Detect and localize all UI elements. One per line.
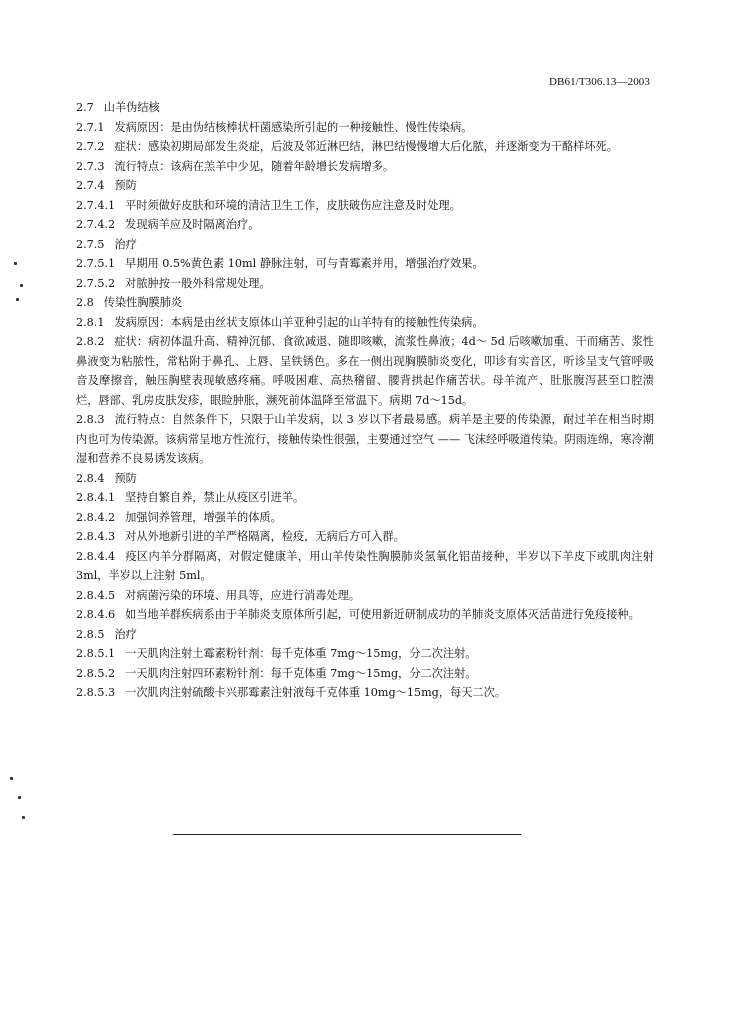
scan-mark: [16, 298, 19, 301]
clause: [76, 586, 654, 606]
clause-text: 预防: [114, 179, 137, 192]
clause: [76, 625, 654, 645]
end-rule: [173, 834, 521, 835]
clause-number: 2.8.1: [76, 315, 105, 329]
clause-number: 2.8.4.2: [76, 510, 116, 524]
document-body: [76, 98, 654, 703]
clause: [76, 332, 654, 410]
clause-text: 早期用 0.5%黄色素 10ml 静脉注射，可与青霉素并用，增强治疗效果。: [125, 257, 484, 270]
clause: [76, 644, 654, 664]
clause-text: 流行特点：自然条件下，只限于山羊发病，以 3 岁以下者最易感。病羊是主要的传染源，耐过羊在相当时期内也可为传染源。该病常呈地方性流行，接触传染性很强，主要通过空气 —— 飞沫经呼吸道传染。阴雨连绵，寒冷潮湿和营养不良易诱发该病。: [76, 413, 654, 465]
clause: [76, 313, 654, 333]
clause-number: 2.8.3: [76, 413, 105, 426]
clause-text: 一天肌肉注射四环素粉针剂：每千克体重 7mg～15mg，分二次注射。: [125, 666, 477, 680]
clause-number: 2.7.2: [76, 140, 105, 153]
clause-number: 2.8.4.4: [76, 549, 116, 563]
clause-number: 2.8.5.2: [76, 666, 116, 680]
clause: [76, 137, 654, 157]
clause: [76, 196, 654, 216]
clause-text: 治疗: [114, 237, 137, 251]
clause: [76, 235, 654, 255]
clause-number: 2.7.3: [76, 159, 105, 173]
clause-text: 疫区内羊分群隔离，对假定健康羊，用山羊传染性胸膜肺炎氢氧化铝苗接种，半岁以下羊皮下或肌肉注射 3ml，半岁以上注射 5ml。: [76, 549, 654, 582]
clause-number: 2.7.5.1: [76, 257, 116, 270]
clause-text: 传染性胸膜肺炎: [103, 296, 183, 309]
clause: [76, 664, 654, 684]
clause: [76, 488, 654, 508]
clause-number: 2.8.4.1: [76, 491, 116, 504]
clause-text: 对脓肿按一般外科常规处理。: [125, 276, 271, 290]
clause-text: 平时须做好皮肤和环境的清洁卫生工作，皮肤破伤应注意及时处理。: [125, 198, 461, 212]
clause: [76, 98, 654, 118]
clause-number: 2.7: [76, 101, 94, 114]
scan-mark: [22, 816, 25, 819]
clause-number: 2.8: [76, 296, 94, 309]
clause-text: 坚持自繁自养，禁止从疫区引进羊。: [125, 491, 305, 504]
clause-number: 2.8.5.3: [76, 686, 116, 699]
clause-text: 对从外地新引进的羊严格隔离，检疫，无病后方可入群。: [125, 530, 405, 543]
clause: [76, 157, 654, 177]
clause: [76, 215, 654, 235]
clause-number: 2.7.1: [76, 120, 105, 134]
clause: [76, 683, 654, 703]
clause-number: 2.8.5.1: [76, 647, 116, 660]
clause-text: 发病原因：本病是由丝状支原体山羊亚种引起的山羊特有的接触性传染病。: [114, 315, 484, 329]
clause: [76, 293, 654, 313]
clause-number: 2.7.4.2: [76, 218, 116, 231]
clause-number: 2.7.4.1: [76, 198, 116, 212]
clause: [76, 410, 654, 469]
clause-number: 2.8.4.3: [76, 530, 116, 543]
clause-text: 一次肌肉注射硫酸卡兴那霉素注射液每千克体重 10mg～15mg，每天二次。: [125, 686, 506, 699]
clause-number: 2.7.5: [76, 237, 105, 251]
clause-text: 流行特点：该病在羔羊中少见，随着年龄增长发病增多。: [114, 159, 395, 173]
clause-text: 症状：病初体温升高、精神沉郁、食欲减退、随即咳嗽，流浆性鼻液；4d～ 5d 后咳嗽加重、干而痛苦、浆性鼻液变为粘脓性，常粘附于鼻孔、上唇、呈铁锈色。多在一侧出现胸膜肺炎变化，叩诊有实音区，听诊呈支气管呼吸音及摩擦音，触压胸壁表现敏感疼痛。呼吸困难、高热稽留、腰背拱起作痛苦状。母羊流产、肚胀腹泻甚至口腔溃烂，唇部、乳房皮肤发疹，眼睑肿胀，濒死前体温降至常温下。病期 7d～15d。: [76, 335, 654, 407]
clause: [76, 469, 654, 489]
clause: [76, 118, 654, 138]
clause: [76, 254, 654, 274]
clause-text: 山羊伪结核: [103, 101, 160, 114]
clause: [76, 547, 654, 586]
clause-text: 症状：感染初期局部发生炎症，后波及邻近淋巴结，淋巴结慢慢增大后化脓，并逐渐变为干酪样坏死。: [114, 140, 618, 153]
clause-number: 2.7.4: [76, 179, 105, 192]
clause-number: 2.8.4: [76, 471, 105, 485]
clause-number: 2.8.2: [76, 335, 105, 348]
clause-text: 加强饲养管理，增强羊的体质。: [125, 510, 282, 524]
clause-text: 一天肌肉注射土霉素粉针剂：每千克体重 7mg～15mg，分二次注射。: [125, 647, 477, 660]
scan-mark: [18, 796, 21, 799]
scan-mark: [14, 262, 17, 265]
clause-text: 预防: [114, 471, 137, 485]
clause-number: 2.8.4.5: [76, 588, 116, 602]
scan-mark: [20, 284, 23, 287]
clause-text: 发病原因：是由伪结核棒状杆菌感染所引起的一种接触性、慢性传染病。: [114, 120, 473, 134]
clause: [76, 176, 654, 196]
clause-text: 发现病羊应及时隔离治疗。: [125, 218, 260, 231]
clause-number: 2.7.5.2: [76, 276, 116, 290]
document-code: DB61/T306.13—2003: [548, 76, 650, 88]
scan-mark: [10, 777, 13, 780]
clause: [76, 605, 654, 625]
clause-text: 对病菌污染的环境、用具等，应进行消毒处理。: [125, 588, 361, 602]
clause-number: 2.8.5: [76, 627, 105, 641]
clause-number: 2.8.4.6: [76, 608, 116, 621]
clause: [76, 527, 654, 547]
clause-text: 如当地羊群疾病系由于羊肺炎支原体所引起，可使用新近研制成功的羊肺炎支原体灭活苗进行免疫接种。: [125, 608, 640, 621]
clause: [76, 508, 654, 528]
clause-text: 治疗: [114, 627, 137, 641]
clause: [76, 274, 654, 294]
